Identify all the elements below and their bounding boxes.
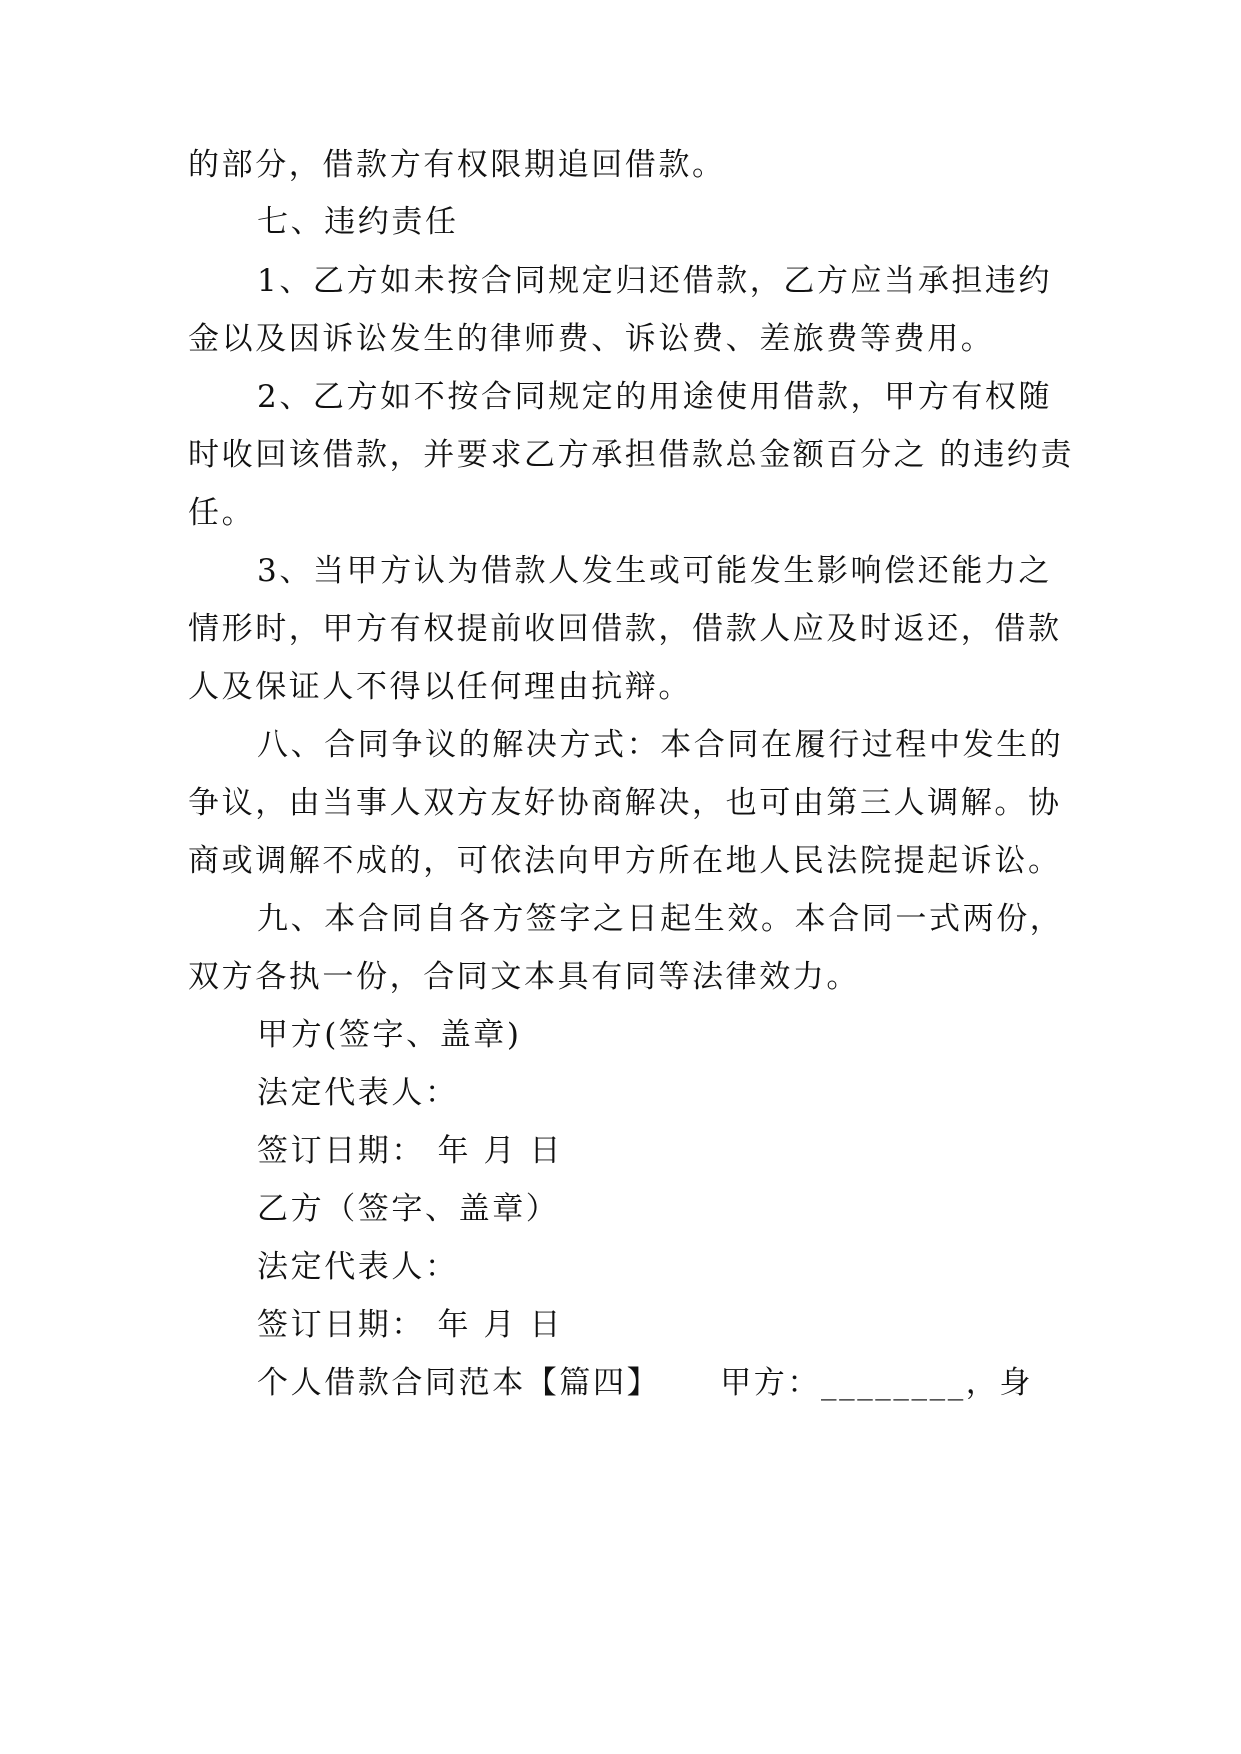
legal-representative-label: 法定代表人： [257,1075,459,1111]
signing-date-label: 签订日期： 年 月 日 [257,1133,564,1169]
signature-party-a: 甲方(签字、盖章) [257,1017,522,1053]
section-heading: 七、违约责任 [257,204,459,240]
text-line: 争议，由当事人双方友好协商解决，也可由第三人调解。协 [188,785,1062,821]
text-line: 九、本合同自各方签字之日起生效。本合同一式两份， [257,901,1064,937]
text-line: 金以及因诉讼发生的律师费、诉讼费、差旅费等费用。 [188,321,995,357]
text-line: 双方各执一份，合同文本具有同等法律效力。 [188,959,860,995]
text-line: 情形时，甲方有权提前收回借款，借款人应及时返还，借款 [188,611,1062,647]
next-contract-line [257,1363,1033,1403]
text-line: 任。 [188,495,256,531]
text-line: 的部分，借款方有权限期追回借款。 [188,147,726,183]
text-line: 1、乙方如未按合同规定归还借款，乙方应当承担违约 [257,263,1053,299]
text-line: 人及保证人不得以任何理由抗辩。 [188,669,692,705]
contract-heading: 个人借款合同范本【篇四】 [257,1365,661,1401]
text-line: 商或调解不成的，可依法向甲方所在地人民法院提起诉讼。 [188,843,1062,879]
legal-representative-label: 法定代表人： [257,1249,459,1285]
party-a-field: 甲方：________，身 [720,1365,1034,1401]
text-line: 2、乙方如不按合同规定的用途使用借款，甲方有权随 [257,379,1053,415]
text-line: 3、当甲方认为借款人发生或可能发生影响偿还能力之 [257,553,1053,589]
text-line: 八、合同争议的解决方式：本合同在履行过程中发生的 [257,727,1064,763]
signature-party-b: 乙方（签字、盖章） [257,1191,560,1227]
signing-date-label: 签订日期： 年 月 日 [257,1307,564,1343]
text-line: 时收回该借款，并要求乙方承担借款总金额百分之 的违约责 [188,437,1075,473]
